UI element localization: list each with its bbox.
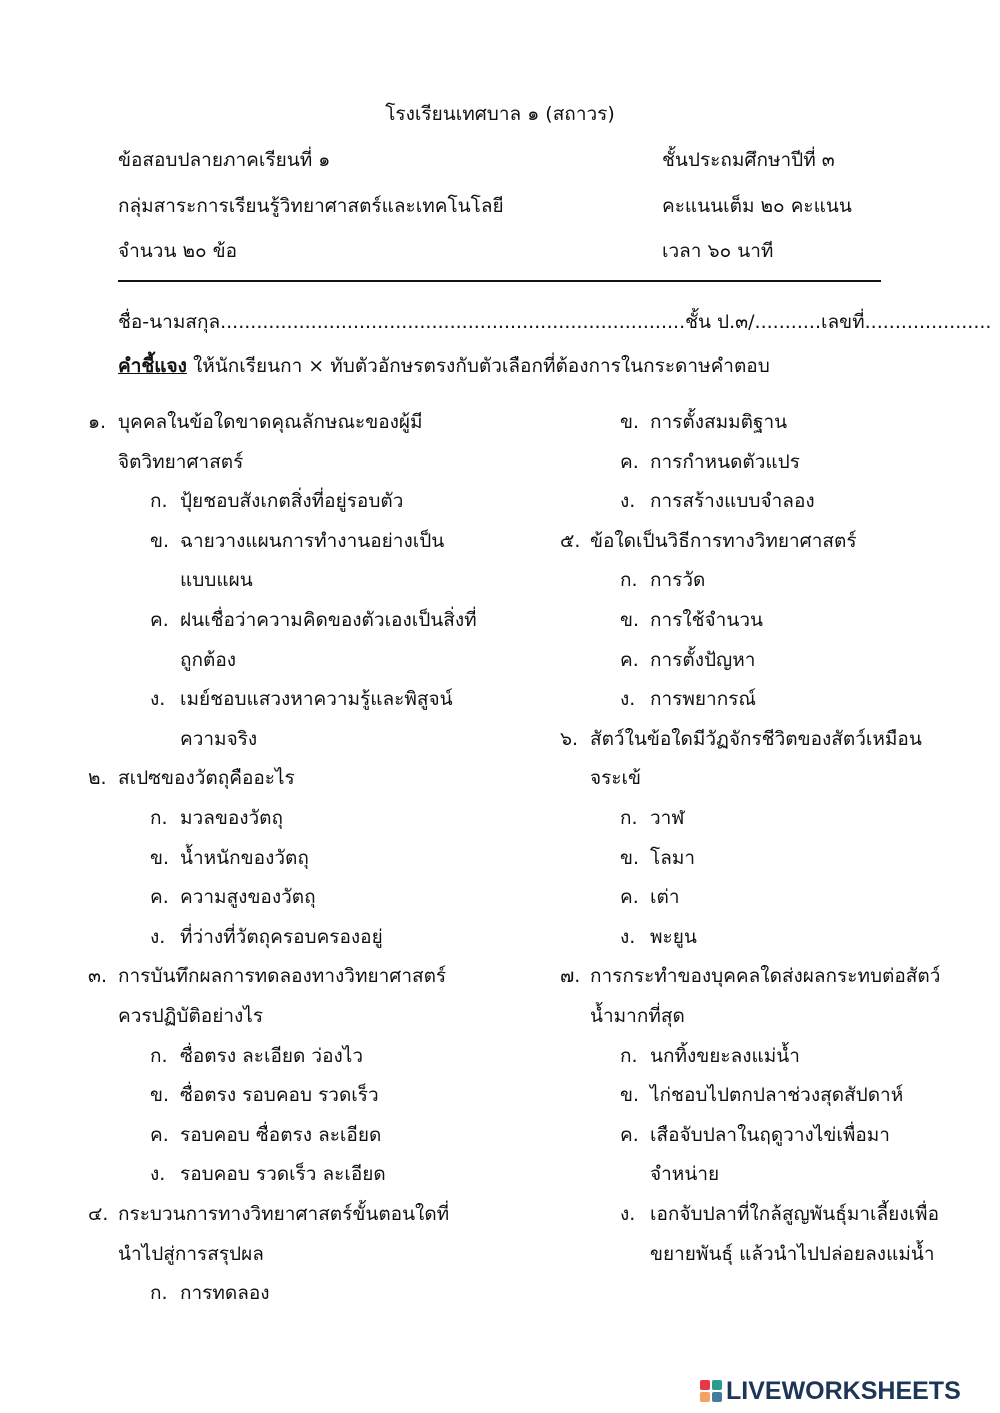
question-text: น้ำมากที่สุด — [590, 1005, 685, 1027]
option-text: โลมา — [650, 846, 696, 869]
option-letter: ง. — [620, 925, 636, 948]
option-letter: ค. — [620, 450, 639, 473]
option-text: ขยายพันธุ์ แล้วนำไปปล่อยลงแม่น้ำ — [650, 1242, 935, 1265]
option-text: การวัด — [650, 569, 706, 592]
option-letter: ง. — [150, 925, 166, 948]
option-letter: ก. — [150, 1282, 168, 1305]
time-limit: เวลา ๖๐ นาที — [662, 240, 774, 262]
option-text: มวลของวัตถุ — [180, 807, 284, 829]
question-text: การบันทึกผลการทดลองทางวิทยาศาสตร์ — [118, 965, 447, 988]
logo-text: LIVEWORKSHEETS — [726, 1376, 961, 1405]
option-letter: ค. — [150, 1123, 169, 1146]
option-letter: ค. — [150, 886, 169, 909]
exam-title: ข้อสอบปลายภาคเรียนที่ ๑ — [118, 149, 331, 171]
option-text: การทดลอง — [180, 1282, 270, 1305]
option-text: ความสูงของวัตถุ — [180, 886, 316, 909]
question-number: ๕. — [560, 529, 581, 552]
option-text: ฉายวางแผนการทำงานอย่างเป็น — [180, 529, 445, 552]
option-letter: ก. — [150, 490, 168, 513]
option-text: ปุ้ยชอบสังเกตสิ่งที่อยู่รอบตัว — [180, 490, 404, 513]
option-text: ฝนเชื่อว่าความคิดของตัวเองเป็นสิ่งที่ — [180, 609, 477, 631]
option-text: เมย์ชอบแสวงหาความรู้และพิสูจน์ — [180, 688, 453, 711]
option-letter: ข. — [150, 1084, 170, 1107]
header-divider — [118, 280, 881, 282]
school-name: โรงเรียนเทศบาล ๑ (สถาวร) — [385, 103, 615, 125]
option-letter: ง. — [150, 1163, 166, 1186]
question-number: ๔. — [88, 1203, 109, 1225]
option-letter: ข. — [150, 529, 170, 552]
question-text: จระเข้ — [590, 767, 642, 790]
option-letter: ก. — [150, 807, 168, 829]
option-letter: ก. — [150, 1044, 168, 1067]
option-letter: ง. — [150, 688, 166, 711]
option-letter: ก. — [620, 807, 638, 829]
option-text: ซื่อตรง ละเอียด ว่องไว — [180, 1044, 364, 1067]
instruction-label: คำชี้แจง — [118, 355, 187, 377]
question-text: การกระทำของบุคคลใดส่งผลกระทบต่อสัตว์ — [590, 965, 941, 988]
option-text: การใช้จำนวน — [650, 609, 763, 631]
subject-group: กลุ่มสาระการเรียนรู้วิทยาศาสตร์และเทคโนโลยี — [118, 195, 504, 217]
option-letter: ง. — [620, 1203, 636, 1225]
option-letter: ง. — [620, 688, 636, 711]
option-letter: ก. — [620, 569, 638, 592]
option-text: เอกจับปลาที่ใกล้สูญพันธุ์มาเลี้ยงเพื่อ — [650, 1203, 939, 1225]
student-info-line: ชื่อ-นามสกุล.............................................................................ชั้น ป.๓/...........เลขที่..................... — [118, 311, 992, 333]
question-text: กระบวนการทางวิทยาศาสตร์ขั้นตอนใดที่ — [118, 1203, 450, 1225]
question-number: ๒. — [88, 767, 107, 790]
option-text: การตั้งสมมติฐาน — [650, 411, 788, 433]
option-text: นกทิ้งขยะลงแม่น้ำ — [650, 1044, 800, 1067]
option-letter: ข. — [620, 1084, 640, 1107]
question-text: นำไปสู่การสรุปผล — [118, 1242, 264, 1265]
option-letter: ค. — [620, 648, 639, 671]
option-text: จำหน่าย — [650, 1163, 720, 1186]
instruction — [118, 357, 770, 376]
option-text: ความจริง — [180, 727, 258, 750]
question-text: สัตว์ในข้อใดมีวัฏจักรชีวิตของสัตว์เหมือน — [590, 727, 922, 750]
option-letter: ข. — [620, 846, 640, 869]
option-text: เสือจับปลาในฤดูวางไข่เพื่อมา — [650, 1123, 890, 1146]
question-number: ๓. — [88, 965, 108, 988]
question-number: ๖. — [560, 727, 579, 750]
full-score: คะแนนเต็ม ๒๐ คะแนน — [662, 195, 852, 217]
option-letter: ก. — [620, 1044, 638, 1067]
grade-level: ชั้นประถมศึกษาปีที่ ๓ — [662, 149, 835, 171]
option-text: เต่า — [650, 886, 680, 909]
option-text: การสร้างแบบจำลอง — [650, 490, 815, 513]
question-number: ๗. — [560, 965, 581, 988]
logo-icon — [700, 1380, 722, 1402]
option-letter: ค. — [620, 1123, 639, 1146]
option-text: ซื่อตรง รอบคอบ รวดเร็ว — [180, 1084, 379, 1107]
option-letter: ค. — [150, 609, 169, 631]
option-letter: ค. — [620, 886, 639, 909]
question-text: ข้อใดเป็นวิธีการทางวิทยาศาสตร์ — [590, 529, 857, 552]
option-letter: ข. — [620, 411, 640, 433]
question-text: ควรปฏิบัติอย่างไร — [118, 1005, 264, 1027]
liveworksheets-logo — [700, 1377, 961, 1405]
option-text: รอบคอบ ซื่อตรง ละเอียด — [180, 1123, 382, 1146]
option-text: น้ำหนักของวัตถุ — [180, 846, 309, 869]
question-count: จำนวน ๒๐ ข้อ — [118, 240, 238, 262]
option-text: รอบคอบ รวดเร็ว ละเอียด — [180, 1163, 386, 1186]
option-text: ที่ว่างที่วัตถุครอบครองอยู่ — [180, 925, 383, 948]
option-letter: ข. — [150, 846, 170, 869]
question-text: จิตวิทยาศาสตร์ — [118, 450, 244, 473]
option-letter: ง. — [620, 490, 636, 513]
option-text: พะยูน — [650, 925, 697, 948]
option-text: ถูกต้อง — [180, 648, 237, 671]
option-text: แบบแผน — [180, 569, 253, 592]
option-text: วาฬ — [650, 807, 685, 829]
option-text: การพยากรณ์ — [650, 688, 757, 711]
question-number: ๑. — [88, 411, 107, 433]
option-text: การตั้งปัญหา — [650, 648, 756, 671]
instruction-text: ให้นักเรียนกา × ทับตัวอักษรตรงกับตัวเลือกที่ต้องการในกระดาษคำตอบ — [186, 355, 770, 377]
question-text: สเปซของวัตถุคืออะไร — [118, 767, 295, 790]
option-text: การกำหนดตัวแปร — [650, 450, 800, 473]
option-letter: ข. — [620, 609, 640, 631]
option-text: ไก่ชอบไปตกปลาช่วงสุดสัปดาห์ — [650, 1084, 904, 1107]
question-text: บุคคลในข้อใดขาดคุณลักษณะของผู้มี — [118, 411, 423, 433]
